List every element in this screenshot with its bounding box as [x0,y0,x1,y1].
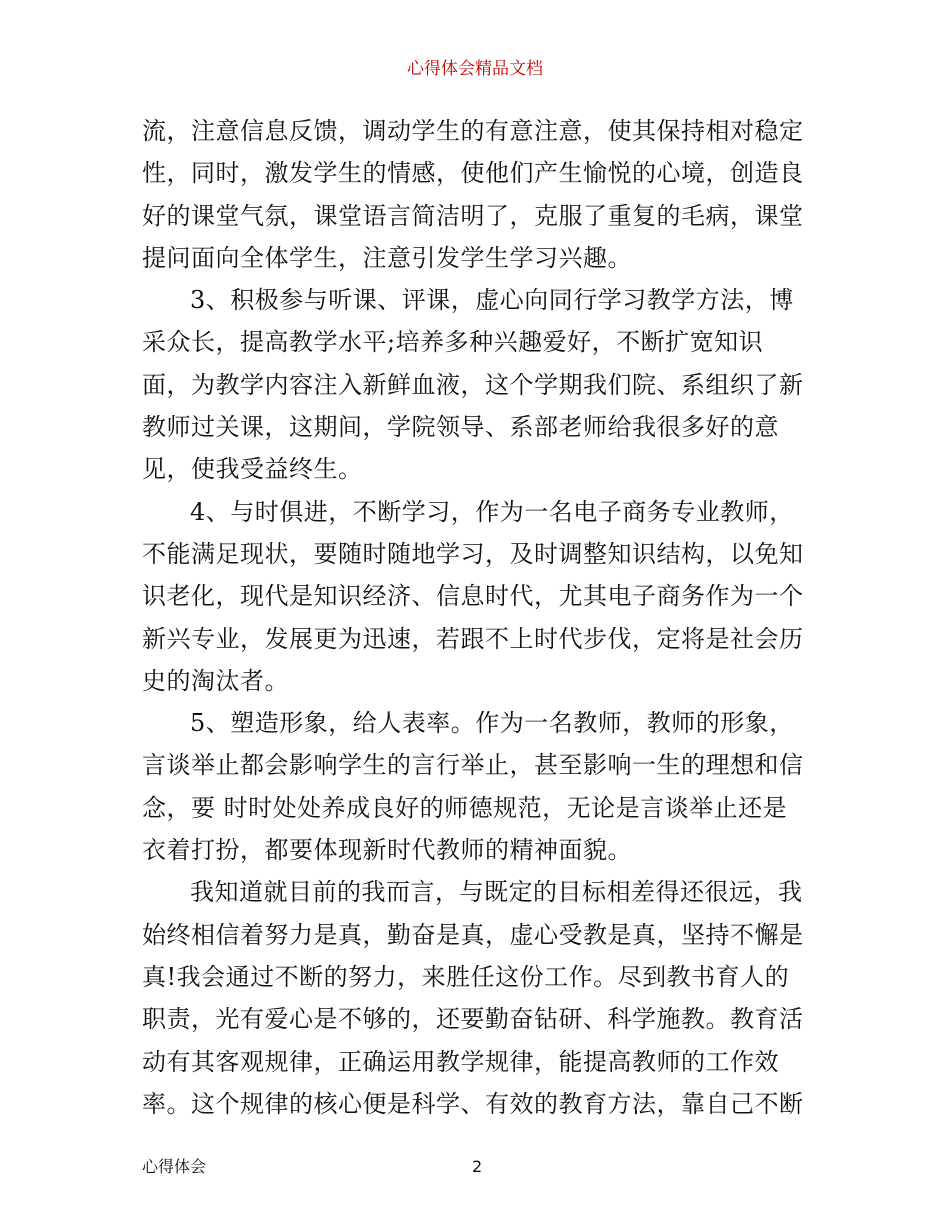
body-line [142,914,814,956]
body-line-text: 提问面向全体学生，注意引发学生学习兴趣。 [142,243,632,272]
document-body [142,110,814,1125]
body-line-text: 流，注意信息反馈，调动学生的有意注意，使其保持相对稳定 [142,117,804,145]
body-line-text: 性，同时，激发学生的情感，使他们产生愉悦的心境，创造良 [142,159,804,188]
body-line-text: 史的淘汰者。 [142,666,289,695]
body-line-text: 不能满足现状，要随时随地学习，及时调整知识结构，以免知 [142,539,804,568]
body-line [142,279,814,321]
body-line [142,237,814,279]
document-header-title: 心得体会精品文档 [407,59,543,79]
body-line [142,956,814,998]
body-line [142,1041,814,1083]
body-line-text: 5、塑造形象，给人表率。作为一名教师，教师的形象， [190,709,794,738]
body-line [142,744,814,786]
body-line-text: 念，要 时时处处养成良好的师德规范，无论是言谈举止还是 [142,793,788,822]
body-line-text: 见，使我受益终生。 [142,455,363,484]
body-line-text: 始终相信着努力是真，勤奋是真，虚心受教是真，坚持不懈是 [142,920,804,949]
body-line [142,406,814,448]
page-number: 2 [472,1157,483,1176]
body-line [142,195,814,237]
body-line-text: 言谈举止都会影响学生的言行举止，甚至影响一生的理想和信 [142,751,804,780]
body-line [142,533,814,575]
body-line [142,491,814,533]
body-line [142,998,814,1040]
body-line [142,702,814,744]
body-line-text: 衣着打扮，都要体现新时代教师的精神面貌。 [142,836,632,865]
body-line [142,787,814,829]
body-line-text: 4、与时俱进，不断学习，作为一名电子商务专业教师， [190,497,794,526]
body-line-text: 职责，光有爱心是不够的，还要勤奋钻研、科学施教。教育活 [142,1005,804,1034]
body-text [142,110,814,1125]
body-line-text: 我知道就目前的我而言，与既定的目标相差得还很远，我 [190,878,803,907]
body-line [142,575,814,617]
document-footer [142,1156,814,1178]
body-line-text: 好的课堂气氛，课堂语言简洁明了，克服了重复的毛病，课堂 [142,201,804,230]
footer-label: 心得体会 [142,1157,207,1176]
body-line-text: 率。这个规律的核心便是科学、有效的教育方法，靠自己不断 [142,1089,804,1118]
body-line-text: 新兴专业，发展更为迅速，若跟不上时代步伐，定将是社会历 [142,624,804,653]
body-line [142,618,814,660]
body-line [142,321,814,363]
body-line-text: 真!我会通过不断的努力，来胜任这份工作。尽到教书育人的 [142,962,790,991]
body-line-text: 动有其客观规律，正确运用教学规律，能提高教师的工作效 [142,1047,779,1076]
body-line-text: 面，为教学内容注入新鲜血液，这个学期我们院、系组织了新 [142,370,804,399]
body-line [142,448,814,490]
body-line [142,364,814,406]
body-line [142,871,814,913]
body-line [142,152,814,194]
body-line [142,660,814,702]
body-line [142,1083,814,1125]
body-line-text: 识老化，现代是知识经济、信息时代，尤其电子商务作为一个 [142,582,804,611]
body-line [142,829,814,871]
body-line-text: 采众长，提高教学水平;培养多种兴趣爱好，不断扩宽知识 [142,328,764,357]
body-line-text: 教师过关课，这期间，学院领导、系部老师给我很多好的意 [142,413,779,442]
body-line [142,110,814,152]
body-line-text: 3、积极参与听课、评课，虚心向同行学习教学方法，博 [190,286,794,315]
